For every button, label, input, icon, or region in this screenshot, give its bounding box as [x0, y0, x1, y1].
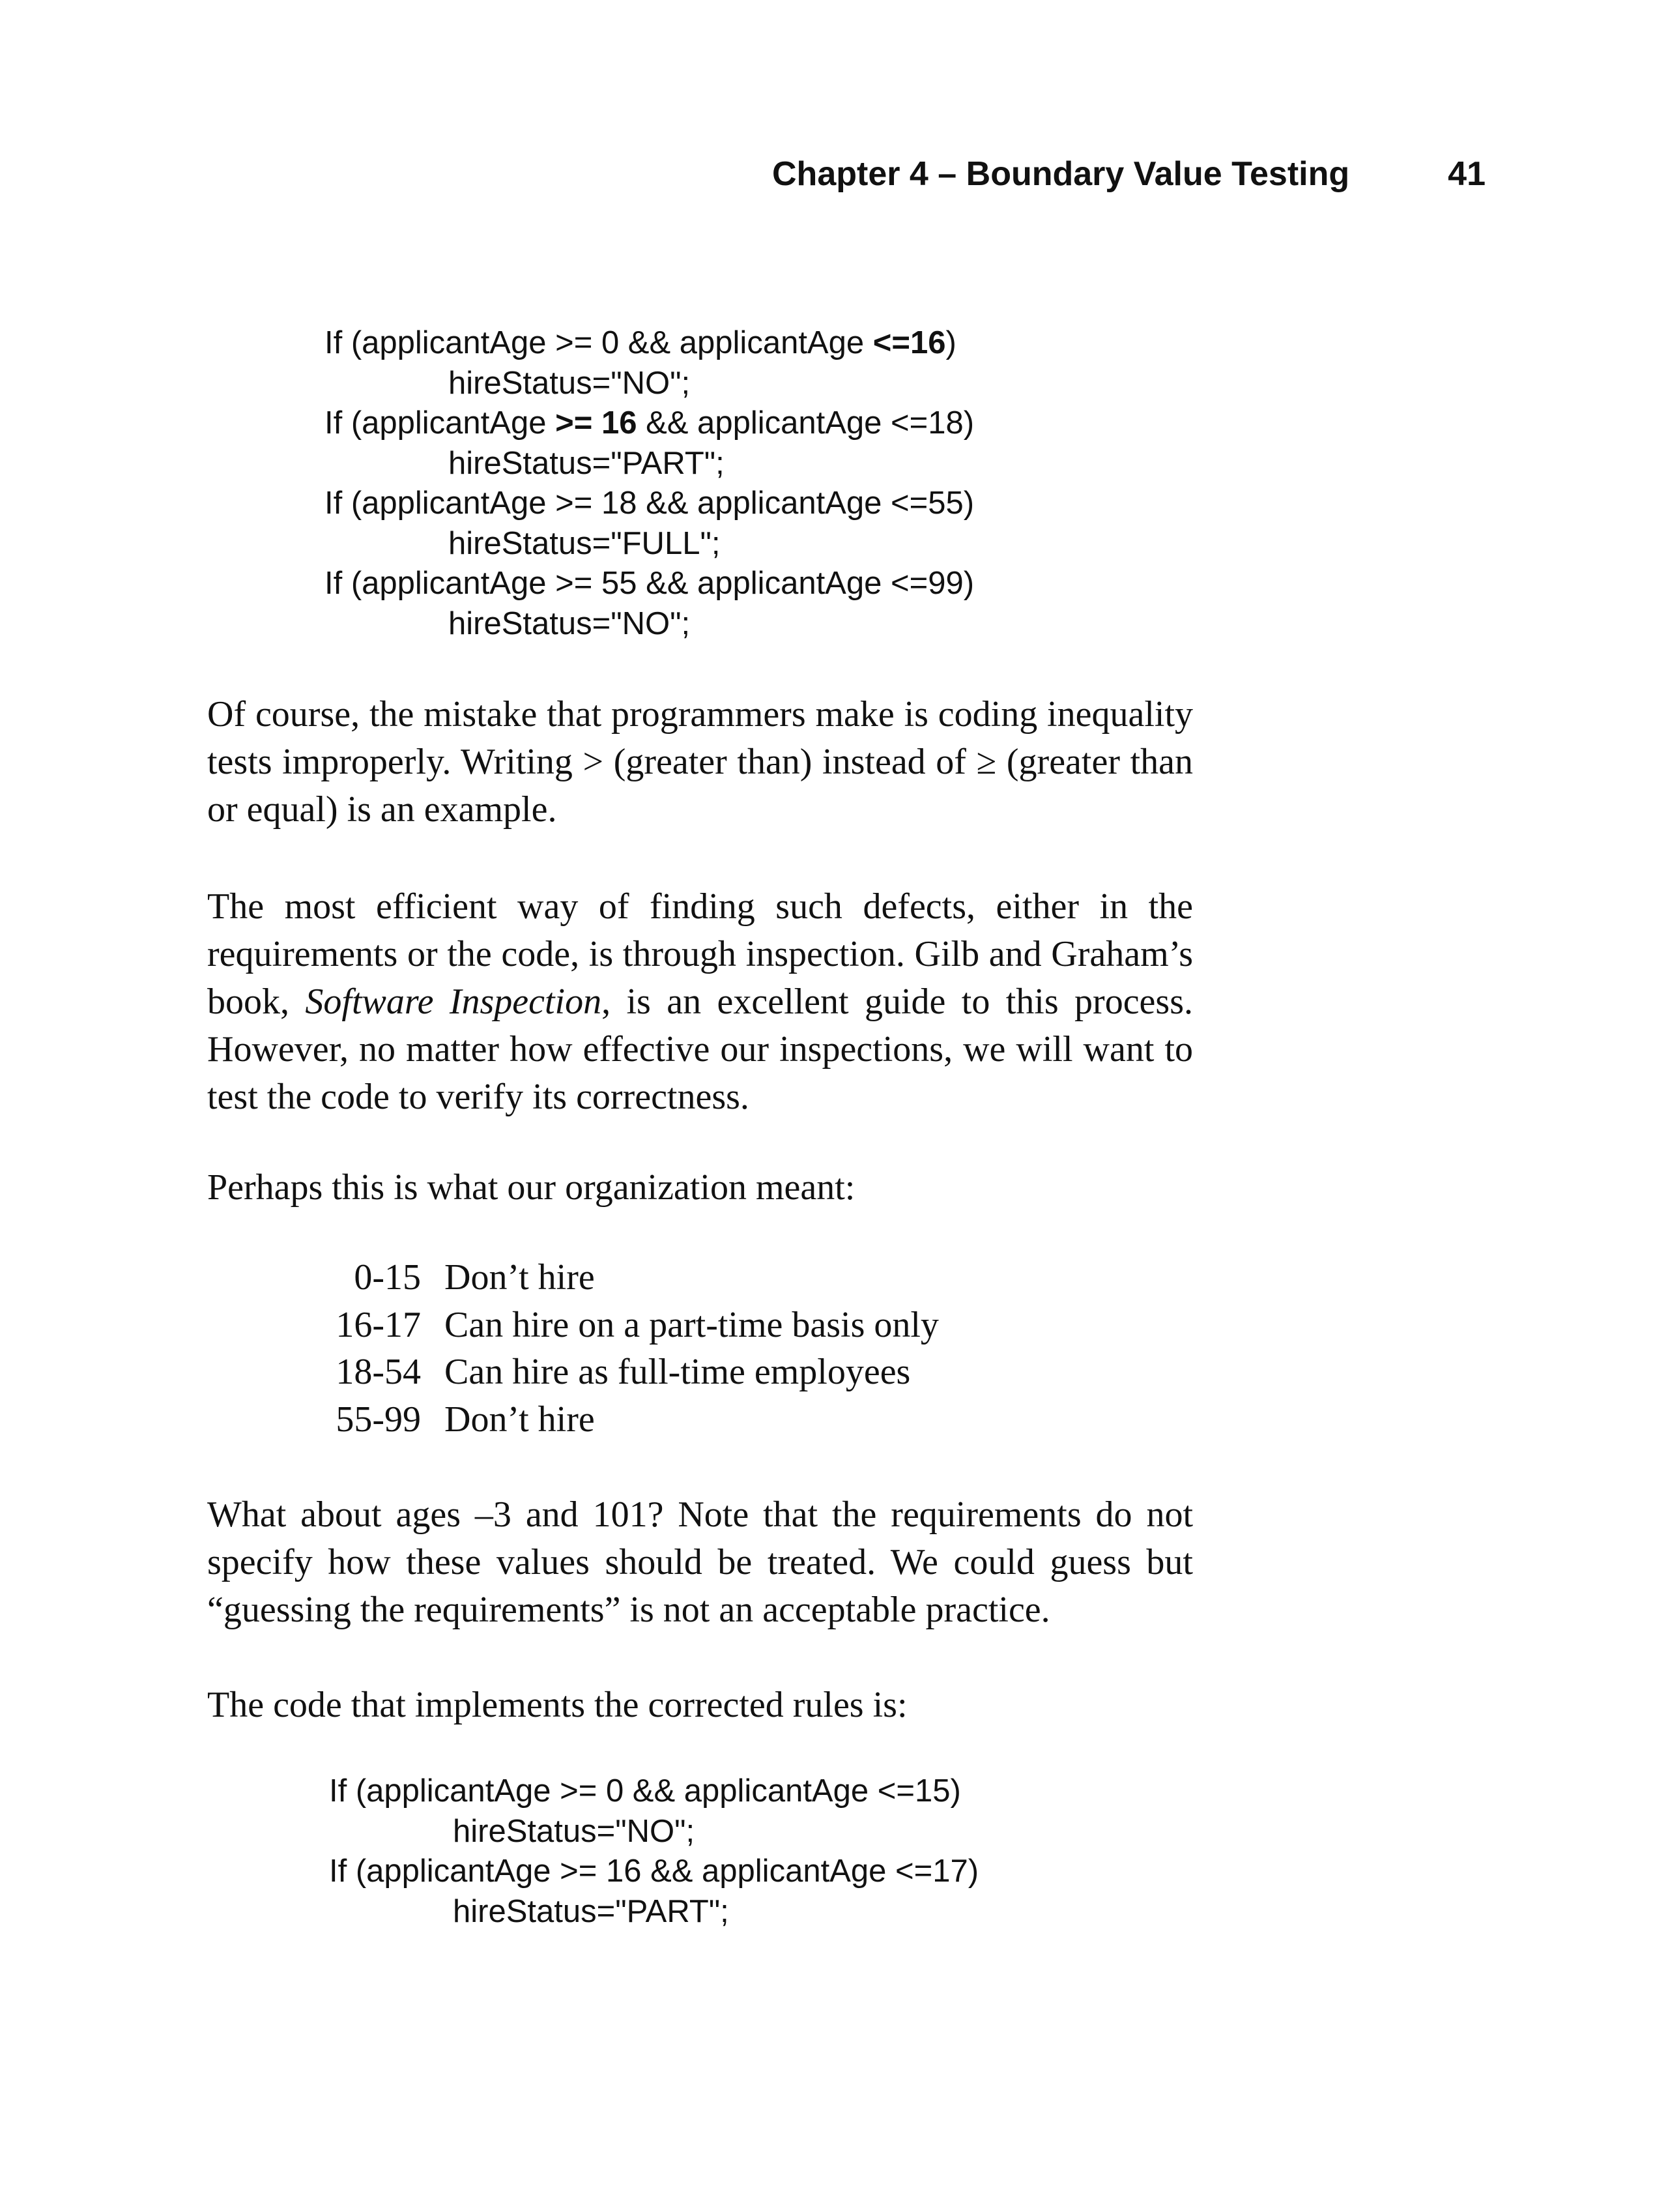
code-line: hireStatus="FULL";: [448, 525, 721, 561]
rule-description: Can hire on a part-time basis only: [444, 1304, 939, 1345]
rule-description: Can hire as full-time employees: [444, 1352, 911, 1392]
paragraph-corrected-code-intro: The code that implements the corrected rules is:: [207, 1685, 908, 1725]
age-range: 16-17: [336, 1304, 421, 1345]
hiring-rules-table: [300, 1254, 939, 1443]
age-range: 18-54: [336, 1352, 421, 1392]
code-block-original: [324, 323, 974, 644]
rule-description: Don’t hire: [444, 1399, 595, 1440]
code-emphasis: <=16: [872, 325, 946, 360]
code-line: hireStatus="NO";: [448, 605, 691, 641]
age-range: 55-99: [336, 1399, 421, 1440]
code-line: If (applicantAge >= 0 && applicantAge <=16): [324, 325, 956, 360]
code-line: If (applicantAge >= 16 && applicantAge <=18): [324, 405, 975, 441]
book-title: Software Inspection: [305, 982, 602, 1022]
running-header: [772, 151, 1486, 197]
code-line: hireStatus="PART";: [453, 1893, 729, 1929]
table-row: [300, 1302, 939, 1349]
code-line: If (applicantAge >= 55 && applicantAge <=99): [324, 566, 975, 601]
table-row: [300, 1254, 939, 1302]
code-line: If (applicantAge >= 18 && applicantAge <=55): [324, 486, 975, 521]
code-block-corrected: [329, 1771, 979, 1932]
paragraph-inequality-mistake: Of course, the mistake that programmers make is coding inequality tests improperly. Writing > (greater than) instead of ≥ (greater than or equal) is an example.: [207, 694, 1193, 830]
code-line: If (applicantAge >= 0 && applicantAge <=15): [329, 1773, 961, 1809]
chapter-title: Chapter 4 – Boundary Value Testing: [772, 155, 1350, 193]
table-row: [300, 1348, 939, 1396]
age-range: 0-15: [354, 1257, 421, 1298]
code-line: hireStatus="NO";: [448, 365, 691, 401]
code-emphasis: >= 16: [555, 405, 637, 441]
paragraph-organization-meant: Perhaps this is what our organization meant:: [207, 1167, 856, 1208]
rule-description: Don’t hire: [444, 1257, 595, 1298]
code-line: hireStatus="NO";: [453, 1813, 695, 1849]
code-line: hireStatus="PART";: [448, 445, 725, 481]
page-number: 41: [1448, 155, 1486, 193]
paragraph-unspecified-ages: What about ages –3 and 101? Note that the requirements do not specify how these values should be treated. We could guess but “guessing the requirements” is not an acceptable practice.: [207, 1494, 1193, 1630]
code-line: If (applicantAge >= 16 && applicantAge <=17): [329, 1854, 979, 1889]
paragraph-inspection: The most efficient way of finding such defects, either in the requirements or the code, is through inspection. Gilb and Graham’s book, Software Inspection, is an excellent guide to this process. However, no matter how effective our inspections, we will want to test the code to verify its correctness.: [207, 886, 1194, 1117]
table-row: [300, 1396, 939, 1444]
